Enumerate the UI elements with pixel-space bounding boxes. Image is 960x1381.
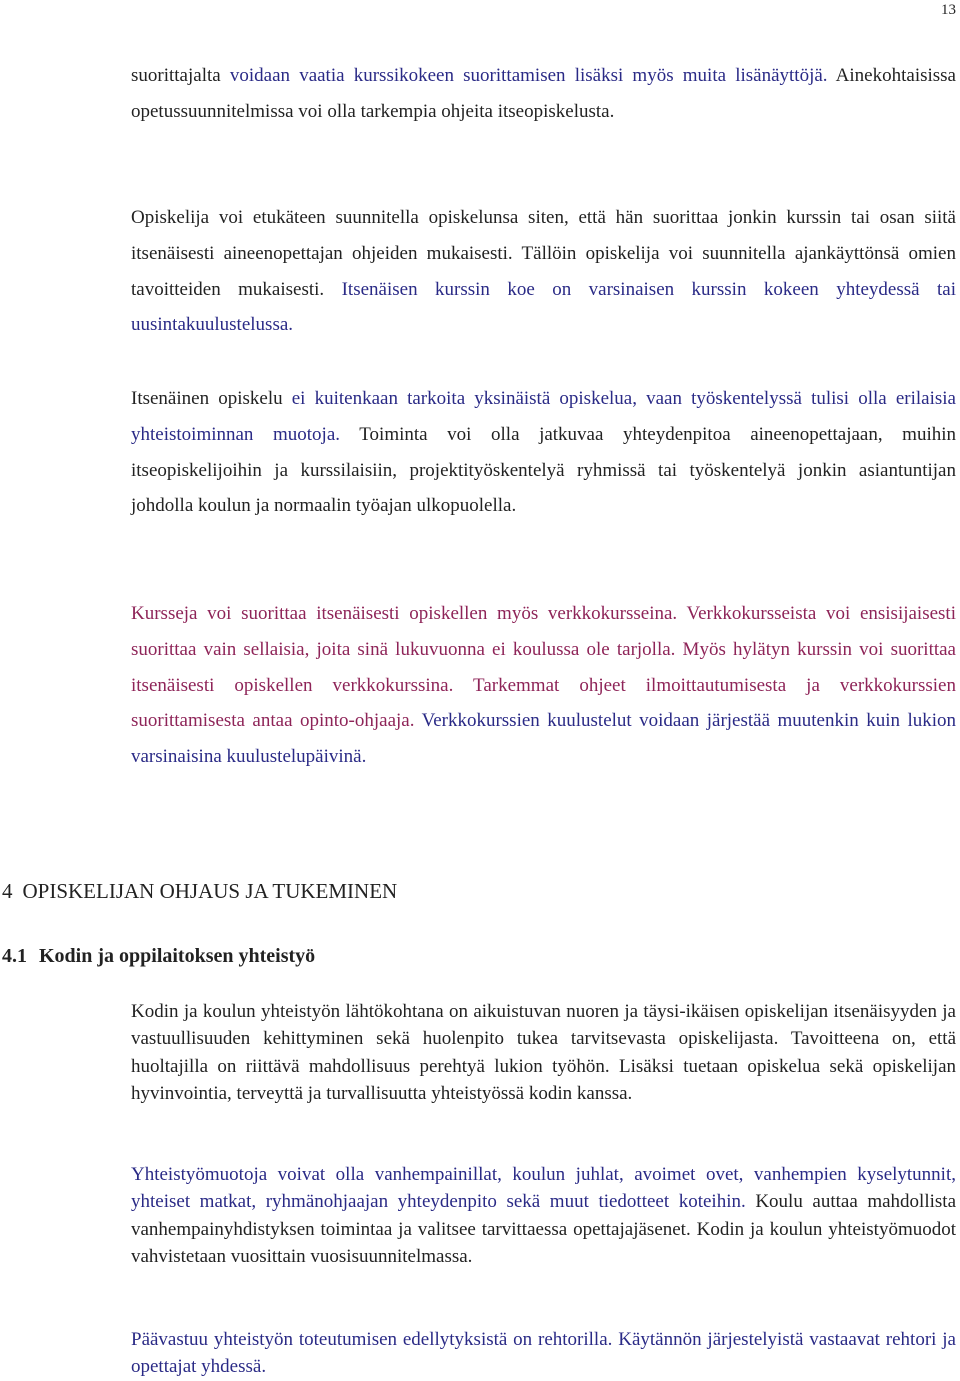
subsection-heading-home-school bbox=[2, 941, 315, 971]
subsection-number: 4.1 bbox=[2, 945, 27, 967]
paragraph-home-school-cooperation bbox=[131, 998, 956, 1108]
text-segment: Kodin ja koulun yhteistyön lähtökohtana on aikuistuvan nuoren ja täysi-ikäisen opiskelijan itsenäisyyden ja vastuullisuuden kehittyminen sekä huolenpito tukea tarvitsevasta opiskelijasta. Tavoitteena on, että huoltajilla on riittävä mahdollisuus perehtyä lukion työhön. Lisäksi tuetaan opiskelua sekä opiskelijan hyvinvointia, terveyttä ja turvallisuutta yhteistyössä kodin kanssa. bbox=[131, 1001, 956, 1105]
text-segment: Käytännön järjestelyistä vastaavat rehtori ja opettajat yhdessä. bbox=[131, 1329, 956, 1378]
text-segment: Toiminta voi olla jatkuvaa yhteydenpitoa aineenopettajaan, muihin itseopiskelijoihin ja kurssilaisiin, projektityöskentelyä ryhmissä tai työskentelyä jonkin asiantuntijan johdolla koulun ja normaalin työajan ulkopuolella. bbox=[131, 423, 957, 517]
paragraph-self-study-requirements bbox=[131, 58, 956, 130]
text-segment: Opiskelija voi etukäteen suunnitella opiskelunsa siten, että hän suorittaa jonkin kurssin tai osan siitä itsenäisesti aineenopettajan ohjeiden mukaisesti. Tällöin opiskelija voi suunnitella ajankäyttönsä omien tavoitteiden mukaisesti. bbox=[131, 207, 956, 300]
text-segment: suorittajalta bbox=[131, 65, 230, 86]
section-heading-guidance bbox=[2, 876, 397, 906]
text-segment: voidaan vaatia kurssikokeen suorittamisen lisäksi myös muita lisänäyttöjä. bbox=[229, 65, 828, 86]
subsection-title: Kodin ja oppilaitoksen yhteistyö bbox=[39, 945, 316, 967]
section-number: 4 bbox=[2, 879, 13, 903]
text-segment: Ainekohtaisissa opetussuunnitelmissa voi olla tarkempia ohjeita itseopiskelusta. bbox=[131, 65, 956, 122]
text-segment: Yhteistyömuotoja voivat olla vanhempainillat, koulun juhlat, avoimet ovet, vanhempien kyselytunnit, yhteiset matkat, ryhmänohjaajan yhteydenpito sekä muut tiedotteet koteihin. bbox=[131, 1164, 956, 1213]
text-segment: Verkkokurssien kuulustelut voidaan järjestää muutenkin kuin lukion varsinaisina kuulustelupäivinä. bbox=[131, 710, 956, 768]
paragraph-responsibility bbox=[131, 1326, 956, 1381]
paragraph-cooperation-forms bbox=[131, 1161, 956, 1271]
text-segment: Kursseja voi suorittaa itsenäisesti opiskellen myös verkkokursseina. Verkkokursseista voi ensisijaisesti suorittaa vain sellaisia, joita sinä lukuvuonna ei koulussa ole tarjolla. Myös hylätyn kurssin voi suorittaa itsenäisesti opiskellen verkkokurssina. Tarkemmat ohjeet ilmoittautumisesta ja verkkokurssien suorittamisesta antaa opinto-ohjaaja. bbox=[131, 603, 956, 732]
text-segment: Itsenäinen opiskelu bbox=[131, 388, 292, 409]
text-segment: Koulu auttaa mahdollista vanhempainyhdistyksen toimintaa ja valitsee tarvittaessa opettajajäsenet. Kodin ja koulun yhteistyömuodot vahvistetaan vuosittain vuosisuunnitelmassa. bbox=[131, 1191, 957, 1268]
paragraph-course-planning bbox=[131, 200, 956, 343]
paragraph-online-courses bbox=[131, 596, 956, 775]
page-number: 13 bbox=[941, 2, 956, 18]
paragraph-independent-study bbox=[131, 381, 956, 524]
text-segment: Päävastuu yhteistyön toteutumisen edellytyksistä on rehtorilla. bbox=[131, 1329, 613, 1350]
section-title: OPISKELIJAN OHJAUS JA TUKEMINEN bbox=[22, 879, 398, 903]
text-segment: Itsenäisen kurssin koe on varsinaisen kurssin kokeen yhteydessä tai uusintakuulustelussa. bbox=[131, 278, 956, 336]
text-segment: ei kuitenkaan tarkoita yksinäistä opiskelua, vaan työskentelyssä tulisi olla erilaisia yhteistoiminnan muotoja. bbox=[131, 388, 956, 445]
